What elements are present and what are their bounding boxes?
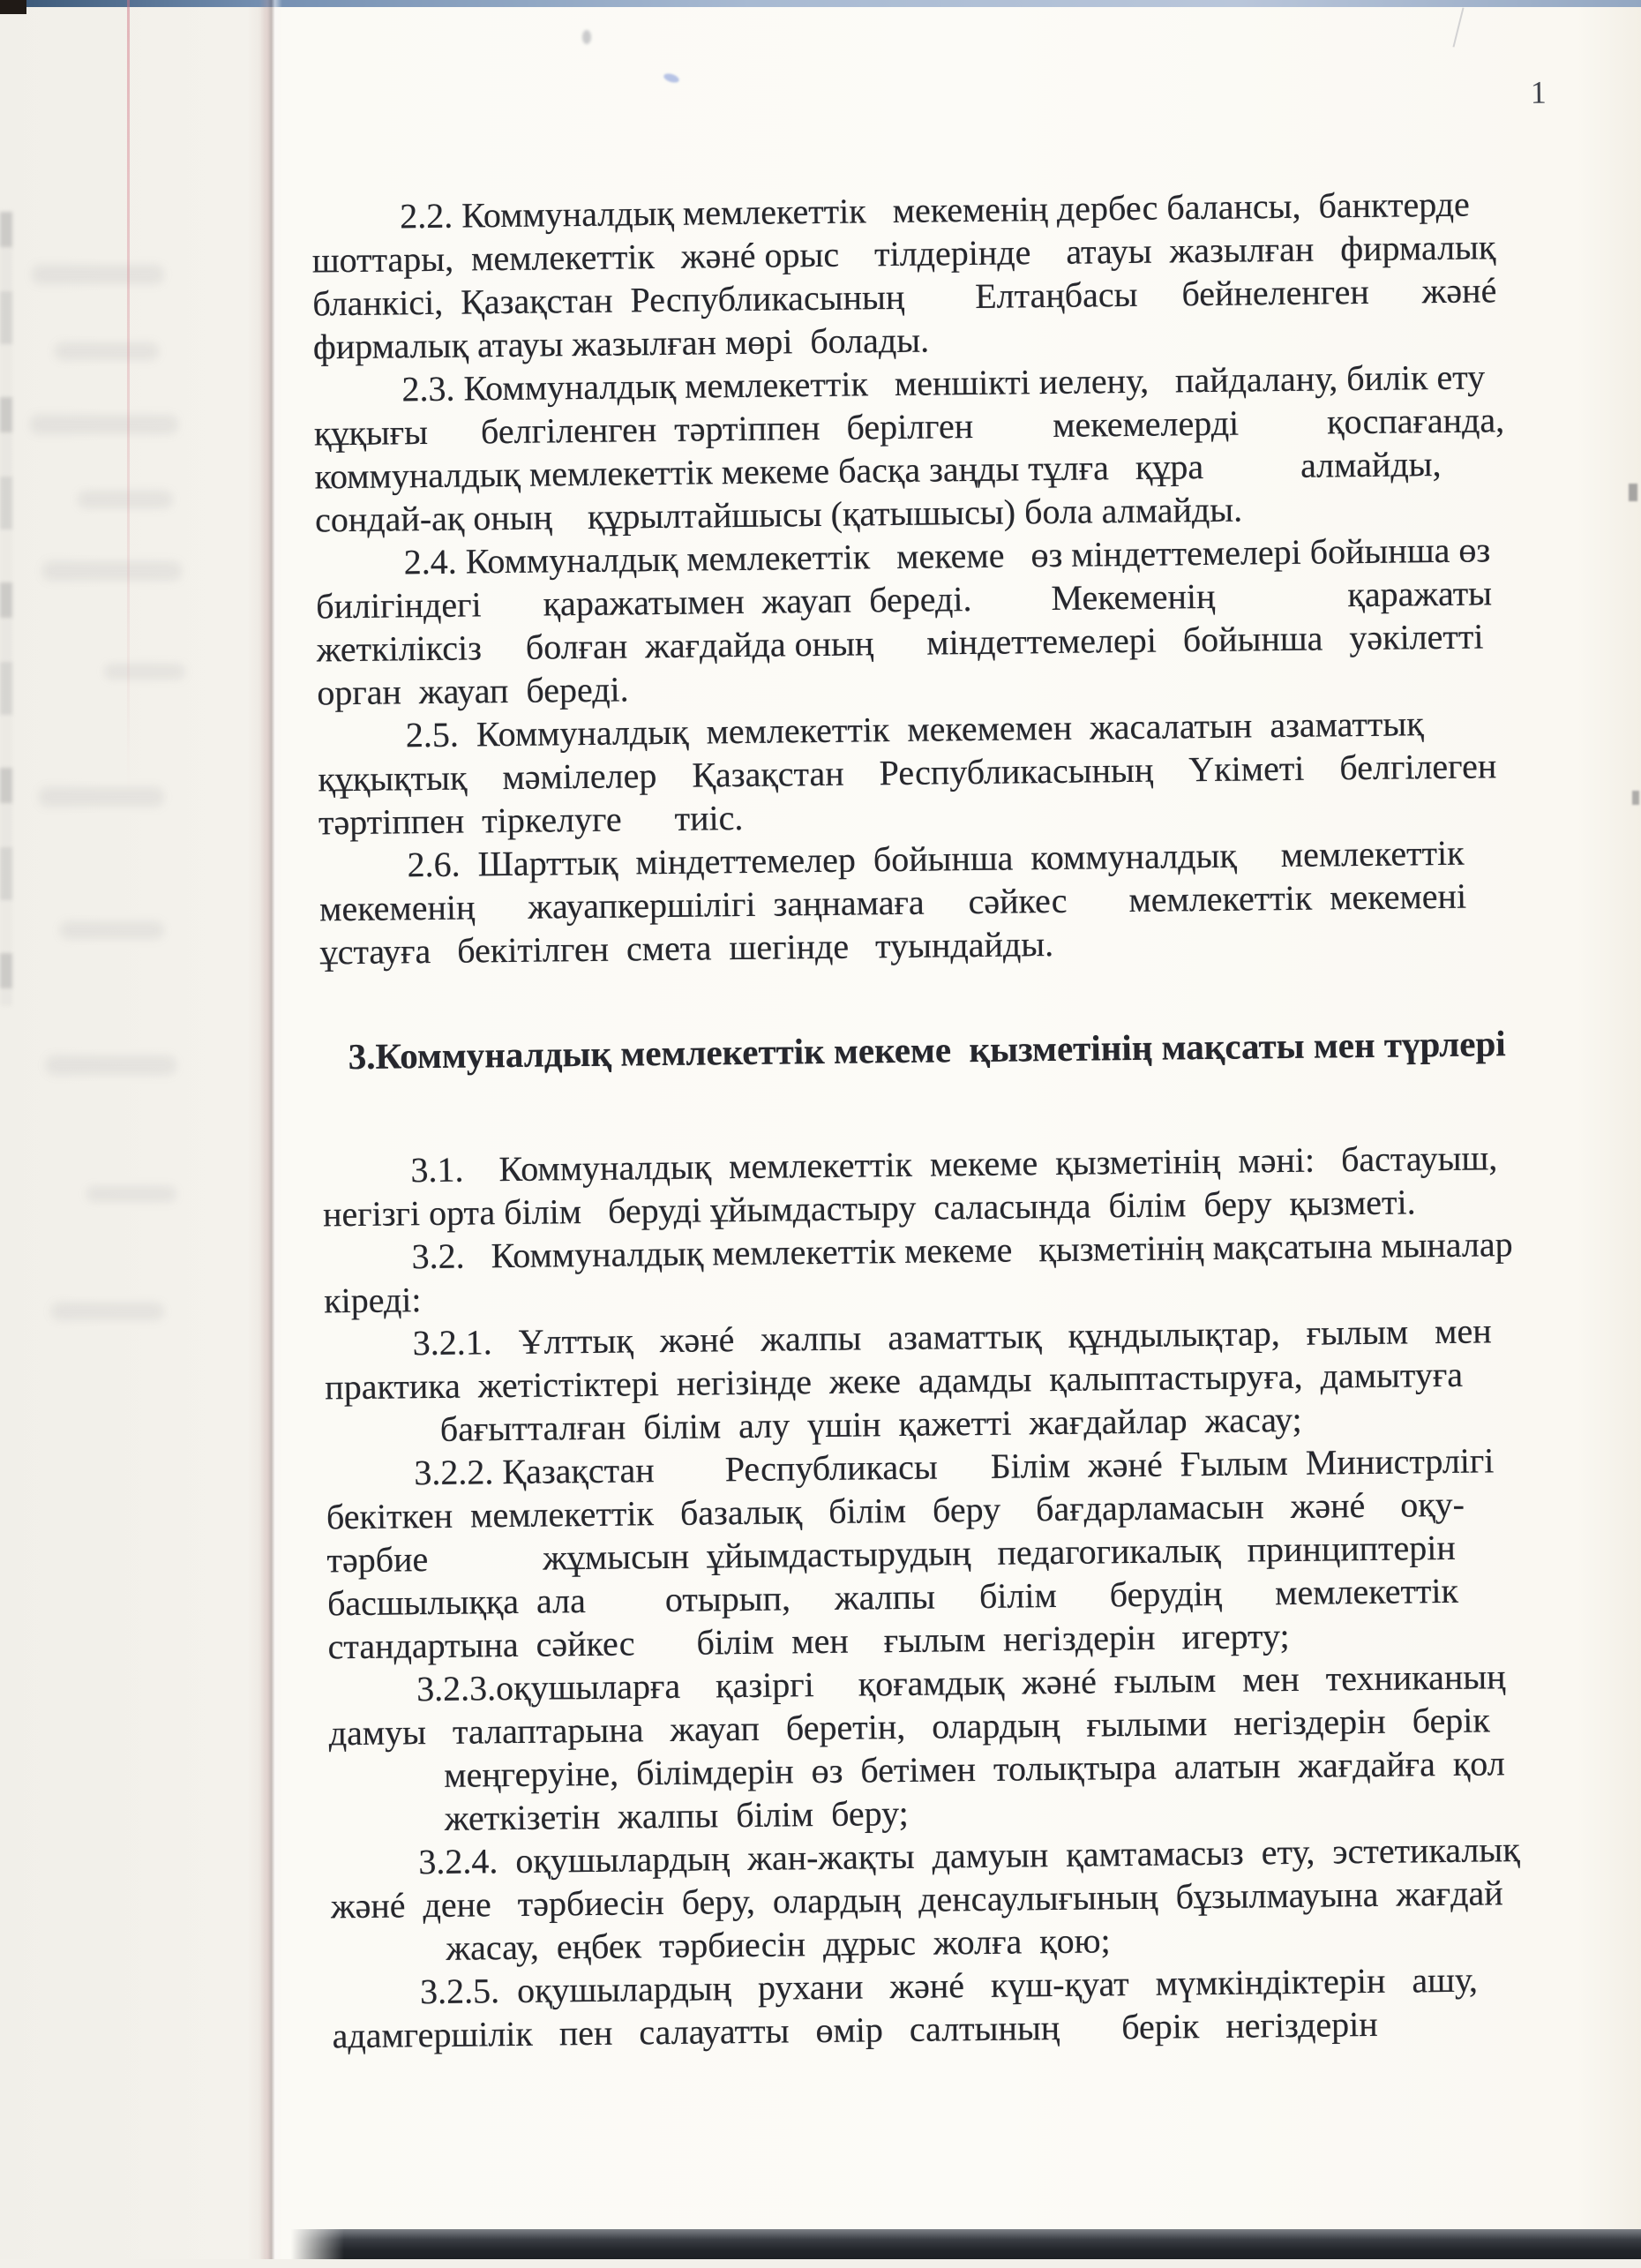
text-line: сондай-ақ оның құрылтайшысы (қатышысы) бола алмайды. bbox=[314, 489, 1243, 540]
para-3-2-2 bbox=[326, 1438, 1616, 1669]
para-3-2-1 bbox=[324, 1308, 1614, 1453]
text-line: 3.2. Коммуналдық мемлекеттік мекеме қызметінің мақсатына мыналар bbox=[323, 1224, 1513, 1278]
text-line: билігіндегі қаражатымен жауап береді. Мекеменің қаражаты bbox=[315, 573, 1493, 627]
text-line: бекіткен мемлекеттік базалық білім беру бағдарламасын жәнé оқу- bbox=[326, 1483, 1465, 1537]
section-3-heading bbox=[321, 1021, 1609, 1079]
text-line: шоттары, мемлекеттік жәнé орыс тілдерінде атауы жазылған фирмалық bbox=[311, 227, 1496, 281]
para-2-6 bbox=[318, 830, 1608, 974]
text-line: меңгеруіне, білімдерін өз бетімен толықтыра алатын жағдайға қол bbox=[329, 1743, 1505, 1797]
text-line: стандартына сәйкес білім мен ғылым негіздерін игерту; bbox=[327, 1616, 1290, 1667]
text-line: 3.2.4. оқушылардың жан-жақты дамуын қамтамасыз ету, эстетикалық bbox=[330, 1829, 1520, 1883]
text-line: бағытталған білім алу үшін қажетті жағдайлар жасау; bbox=[325, 1399, 1302, 1451]
text-line: мекеменің жауапкершілігі заңнамаға сәйкес мемлекеттік мекемені bbox=[318, 875, 1467, 929]
text-line: жеткізетін жалпы білім беру; bbox=[329, 1792, 909, 1840]
para-2-4 bbox=[315, 527, 1605, 715]
para-2-2 bbox=[311, 181, 1601, 369]
text-line: бланкісі, Қазақстан Республикасының Елтаңбасы бейнеленген жәнé bbox=[312, 270, 1497, 324]
text-line: 3.2.5. оқушылардың рухани жәнé күш-қуат мүмкіндіктерін ашу, bbox=[331, 1959, 1479, 2013]
text-line: 2.3. Коммуналдық мемлекеттік меншікті иелену, пайдалану, билік ету bbox=[313, 357, 1486, 410]
text-line: 3.2.2. Қазақстан Республикасы Білім жәнé Ғылым Министрлігі bbox=[326, 1440, 1495, 1494]
text-line: 3.1. Коммуналдық мемлекеттік мекеме қызметінің мәні: бастауыш, bbox=[322, 1138, 1498, 1191]
text-line: құқығы белгіленген тәртіппен берілген мекемелерді қоспағанда, bbox=[313, 400, 1505, 454]
text-line: 2.5. Коммуналдық мемлекеттік мекемемен жасалатын азаматтық bbox=[317, 703, 1424, 756]
text-line: 2.4. Коммуналдық мемлекеттік мекеме өз міндеттемелері бойынша өз bbox=[315, 529, 1491, 583]
text-line: адамгершілік пен салауатты өмір салтының берік негіздерін bbox=[332, 2003, 1378, 2056]
text-line: фирмалық атауы жазылған мөрі болады. bbox=[312, 319, 930, 367]
para-3-2-3 bbox=[328, 1654, 1618, 1842]
document-text bbox=[311, 181, 1621, 2057]
para-3-2-4 bbox=[330, 1827, 1620, 1971]
text-line: коммуналдық мемлекеттік мекеме басқа заңды тұлға құра алмайды, bbox=[314, 443, 1442, 497]
text-line: 2.2. Коммуналдық мемлекеттік мекеменің дербес балансы, банктерде bbox=[311, 184, 1471, 237]
text-line: басшылыққа ала отырып, жалпы білім берудің мемлекеттік bbox=[326, 1570, 1459, 1624]
text-line: 3.Коммуналдық мемлекеттік мекеме қызметінің мақсаты мен түрлері bbox=[320, 1023, 1506, 1078]
text-line: 3.2.1. Ұлттық жәнé жалпы азаматтық құндылықтар, ғылым мен bbox=[324, 1310, 1492, 1364]
text-line: тәрбие жұмысын ұйымдастырудың педагогикалық принциптерін bbox=[326, 1527, 1457, 1581]
text-line: жәнé дене тәрбиесін беру, олардың денсаулығының бұзылмауына жағдай bbox=[330, 1873, 1503, 1926]
text-line: құқықтық мәмілелер Қазақстан Республикасының Үкіметі белгілеген bbox=[318, 746, 1497, 800]
text-line: дамуы талаптарына жауап беретін, олардың ғылыми негіздерін берік bbox=[328, 1700, 1491, 1754]
text-line: орган жауап береді. bbox=[317, 669, 629, 713]
text-line: 3.2.3.оқушыларға қазіргі қоғамдық жәнé ғылым мен техниканың bbox=[327, 1656, 1506, 1710]
text-line: жеткіліксіз болған жағдайда оның міндеттемелері бойынша уәкілетті bbox=[316, 616, 1484, 670]
text-line: тәртіппен тіркелуге тиіс. bbox=[318, 797, 744, 843]
para-2-5 bbox=[318, 700, 1607, 845]
para-3-2 bbox=[323, 1221, 1612, 1323]
text-line: ұстауға бекітілген смета шегінде туындайды. bbox=[319, 923, 1054, 973]
para-2-3 bbox=[313, 354, 1603, 542]
text-line: 2.6. Шарттық міндеттемелер бойынша коммуналдық мемлекеттік bbox=[318, 832, 1465, 886]
text-line: жасау, еңбек тәрбиесін дұрыс жолға қою; bbox=[331, 1920, 1111, 1970]
text-line: негізгі орта білім беруді ұйымдастыру саласында білім беру қызметі. bbox=[322, 1182, 1416, 1235]
text-line: кіреді: bbox=[323, 1280, 422, 1321]
para-3-1 bbox=[322, 1135, 1611, 1236]
para-3-2-5 bbox=[332, 1956, 1621, 2058]
text-line: практика жетістіктері негізінде жеке адамды қалыптастыруға, дамытуға bbox=[325, 1354, 1464, 1408]
page-number: 1 bbox=[1530, 74, 1547, 110]
